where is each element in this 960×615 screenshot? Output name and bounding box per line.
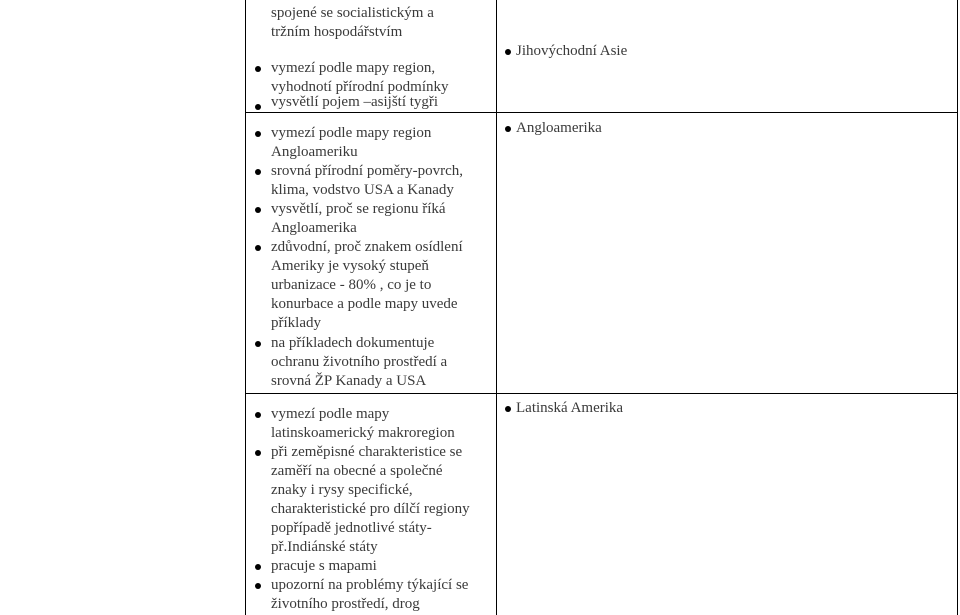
bullet-icon: [255, 564, 261, 570]
list-item-text: ochranu životního prostředí a: [271, 354, 448, 370]
list-item-text: srovná přírodní poměry-povrch,: [271, 163, 464, 179]
continuation-text: tržním hospodářstvím: [271, 24, 403, 40]
bullet-icon: [255, 245, 261, 251]
list-item-text: zaměří na obecné a společné: [271, 463, 443, 479]
list-item-text: vymezí podle mapy region,: [271, 60, 436, 76]
list-item-text: pracuje s mapami: [271, 558, 377, 574]
list-item-text: upozorní na problémy týkající se: [271, 577, 469, 593]
bullet-icon: [255, 169, 261, 175]
list-item-text: popřípadě jednotlivé státy-: [271, 520, 432, 536]
bullet-icon: [255, 207, 261, 213]
list-item-text: na příkladech dokumentuje: [271, 335, 435, 351]
list-item-text: srovná ŽP Kanady a USA: [271, 373, 427, 389]
list-item-text: urbanizace - 80% , co je to: [271, 277, 432, 293]
list-item-text: znaky i rysy specifické,: [271, 482, 413, 498]
bullet-icon: [255, 104, 261, 110]
bullet-icon: [505, 406, 511, 412]
list-item-text: konurbace a podle mapy uvede: [271, 296, 458, 312]
table-border-left: [245, 0, 246, 615]
bullet-icon: [255, 583, 261, 589]
topic-latin-america: Latinská Amerika: [516, 400, 624, 416]
list-item-text: vymezí podle mapy: [271, 406, 390, 422]
list-item-text: příklady: [271, 315, 321, 331]
list-item-text: Angloamerika: [271, 220, 357, 236]
bullet-icon: [255, 131, 261, 137]
bullet-icon: [505, 126, 511, 132]
list-item-text: latinskoamerický makroregion: [271, 425, 455, 441]
bullet-icon: [255, 412, 261, 418]
list-item-text: př.Indiánské státy: [271, 539, 378, 555]
topic-angloamerica: Angloamerika: [516, 120, 602, 136]
list-item-text: charakteristické pro dílčí regiony: [271, 501, 470, 517]
continuation-text: spojené se socialistickým a: [271, 5, 434, 21]
table-border-middle: [496, 0, 497, 615]
bullet-icon: [505, 49, 511, 55]
bullet-icon: [255, 66, 261, 72]
list-item-text: klima, vodstvo USA a Kanady: [271, 182, 454, 198]
bullet-icon: [255, 341, 261, 347]
topic-southeast-asia: Jihovýchodní Asie: [516, 43, 628, 59]
list-item-text: zdůvodní, proč znakem osídlení: [271, 239, 463, 255]
list-item-text: při zeměpisné charakteristice se: [271, 444, 463, 460]
list-item-text: vymezí podle mapy region: [271, 125, 432, 141]
list-item-text: vysvětlí, proč se regionu říká: [271, 201, 446, 217]
table-border-right: [957, 0, 958, 615]
list-item-text: Angloameriku: [271, 144, 358, 160]
list-item-text: vyhodnotí přírodní podmínky: [271, 79, 449, 95]
table-row-divider: [245, 112, 958, 113]
list-item-text: vysvětlí pojem –asijští tygři: [271, 94, 439, 110]
table-row-divider: [245, 393, 958, 394]
bullet-icon: [255, 450, 261, 456]
list-item-text: Ameriky je vysoký stupeň: [271, 258, 429, 274]
list-item-text: životního prostředí, drog: [271, 596, 420, 612]
